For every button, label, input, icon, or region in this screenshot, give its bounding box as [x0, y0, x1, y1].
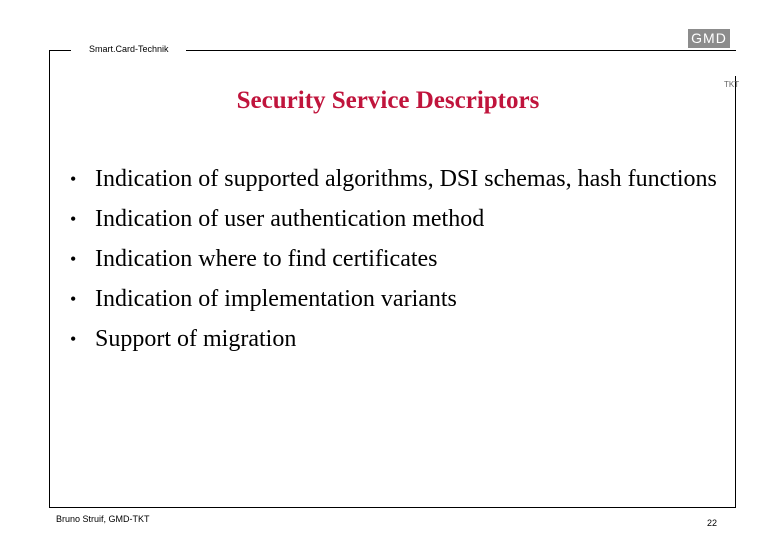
frame-top-left-line: [49, 50, 71, 51]
bullet-item: [70, 245, 730, 273]
bullet-item: [70, 205, 730, 233]
bullet-list: [70, 165, 730, 365]
frame-top-right-line: [186, 50, 736, 51]
bullet-icon: •: [70, 249, 77, 269]
header-section-label: Smart.Card-Technik: [89, 44, 169, 54]
bullet-text: Indication of supported algorithms, DSI schemas, hash functions: [95, 166, 717, 192]
bullet-icon: •: [70, 169, 77, 189]
bullet-icon: •: [70, 209, 77, 229]
page-number: 22: [707, 518, 718, 528]
bullet-text: Indication where to find certificates: [95, 246, 438, 272]
slide-title-text: Security Service Descriptors: [236, 87, 540, 114]
bullet-text: Indication of user authentication method: [95, 206, 485, 232]
bullet-text: Support of migration: [95, 326, 297, 352]
gmd-logo: GMD: [688, 29, 730, 48]
frame-left-line: [49, 50, 50, 508]
frame-bottom-line: [49, 507, 736, 508]
slide-title: [0, 87, 780, 115]
bullet-icon: •: [70, 329, 77, 349]
bullet-text: Indication of implementation variants: [95, 286, 457, 312]
bullet-icon: •: [70, 289, 77, 309]
bullet-item: [70, 325, 730, 353]
footer-author: Bruno Struif, GMD-TKT: [56, 514, 150, 524]
frame-right-line: [735, 76, 736, 508]
bullet-item: [70, 285, 730, 313]
bullet-item: [70, 165, 730, 193]
logo-department: TKT: [724, 80, 740, 89]
